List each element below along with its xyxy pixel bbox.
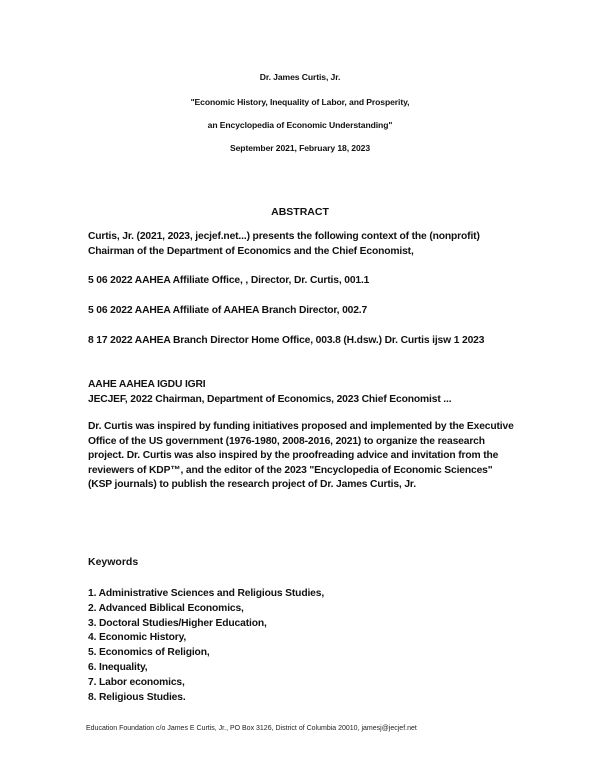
abstract-paragraph: 8 17 2022 AAHEA Branch Director Home Office, 003.8 (H.dsw.) Dr. Curtis ijsw 1 2023 [88, 335, 485, 346]
author-name: Dr. James Curtis, Jr. [259, 72, 341, 82]
abstract-line: AAHE AAHEA IGDU IGRI [88, 379, 206, 390]
keyword-item: 7. Labor economics, [88, 676, 185, 688]
document-title-line-1: "Economic History, Inequality of Labor, and Prosperity, [190, 97, 410, 107]
keyword-item: 4. Economic History, [88, 632, 187, 644]
page-footer: Education Foundation c/o James E Curtis, Jr., PO Box 3126, District of Columbia 20010, jamesj@jecjef.net [86, 725, 417, 732]
abstract-heading: ABSTRACT [271, 206, 329, 218]
abstract-paragraph-group [88, 378, 518, 407]
keyword-item: 3. Doctoral Studies/Higher Education, [88, 617, 267, 629]
keyword-item: 1. Administrative Sciences and Religious Studies, [88, 588, 325, 599]
abstract-paragraph: Dr. Curtis was inspired by funding initiatives proposed and implemented by the Executive Office of the US government (1976-1980, 2008-2016, 2021) to organize the reasearch project. Dr. Curtis was also inspired by the proofreading advice and invitation from the reviewers of KDP™, and the editor of the 2023 "Encyclopedia of Economic Sciences" (KSP journals) to publish the research project of Dr. James Curtis, Jr. [88, 421, 514, 490]
document-title-line-2: an Encyclopedia of Economic Understanding" [207, 120, 393, 130]
abstract-paragraph: Curtis, Jr. (2021, 2023, jecjef.net...) presents the following context of the (nonprofit) Chairman of the Department of Economics and the Chief Economist, [88, 231, 480, 257]
keyword-item: 8. Religious Studies. [88, 691, 186, 703]
keyword-item: 6. Inequality, [88, 661, 148, 673]
keywords-list [88, 587, 324, 705]
keyword-item: 2. Advanced Biblical Economics, [88, 602, 244, 614]
keyword-item: 5. Economics of Religion, [88, 647, 210, 659]
abstract-paragraph: 5 06 2022 AAHEA Affiliate Office, , Director, Dr. Curtis, 001.1 [88, 275, 370, 286]
keywords-heading: Keywords [88, 556, 139, 568]
abstract-line: JECJEF, 2022 Chairman, Department of Economics, 2023 Chief Economist ... [88, 393, 452, 405]
document-dates: September 2021, February 18, 2023 [229, 143, 370, 153]
abstract-paragraph: 5 06 2022 AAHEA Affiliate of AAHEA Branch Director, 002.7 [88, 305, 368, 316]
